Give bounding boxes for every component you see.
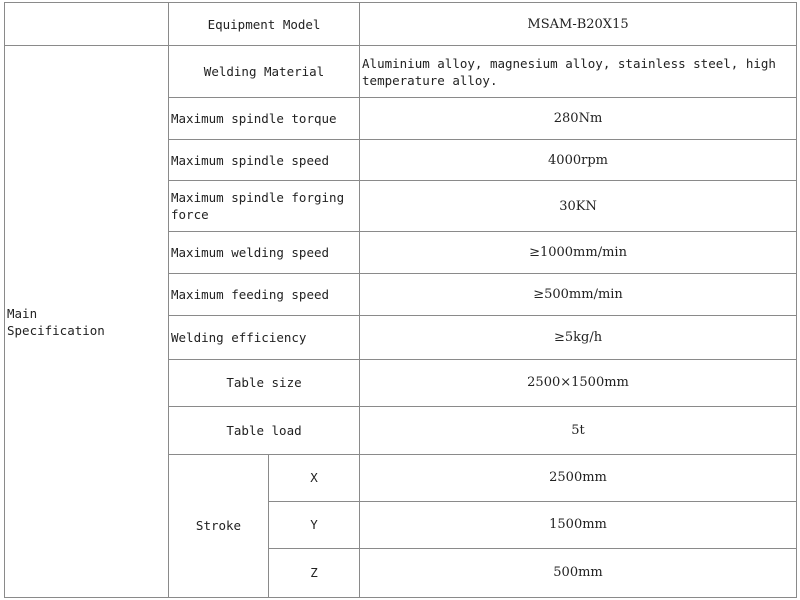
row-label: Maximum feeding speed: [169, 274, 360, 316]
row-value: 4000rpm: [360, 140, 797, 181]
stroke-axis-label: Y: [269, 501, 360, 548]
row-label: Welding efficiency: [169, 316, 360, 359]
main-specification-label: Main Specification: [5, 46, 169, 598]
table-row-header: [5, 3, 797, 46]
row-label: Maximum welding speed: [169, 232, 360, 274]
header-blank-cell: [5, 3, 169, 46]
row-label: Maximum spindle torque: [169, 98, 360, 140]
row-label: Table size: [169, 359, 360, 406]
row-value: 30KN: [360, 181, 797, 232]
row-value: 2500×1500mm: [360, 359, 797, 406]
row-label: Welding Material: [169, 46, 360, 98]
stroke-label: Stroke: [169, 454, 269, 597]
equipment-model-value: MSAM-B20X15: [360, 3, 797, 46]
stroke-axis-label: X: [269, 454, 360, 501]
stroke-axis-value: 2500mm: [360, 454, 797, 501]
stroke-axis-value: 500mm: [360, 548, 797, 597]
table-row: [5, 46, 797, 98]
row-value: ≥5kg/h: [360, 316, 797, 359]
row-value: Aluminium alloy, magnesium alloy, stainless steel, high temperature alloy.: [360, 46, 797, 98]
equipment-model-label: Equipment Model: [169, 3, 360, 46]
specification-table: [4, 2, 797, 598]
row-value: ≥1000mm/min: [360, 232, 797, 274]
stroke-axis-label: Z: [269, 548, 360, 597]
row-value: 280Nm: [360, 98, 797, 140]
row-label: Maximum spindle speed: [169, 140, 360, 181]
row-value: ≥500mm/min: [360, 274, 797, 316]
row-value: 5t: [360, 406, 797, 454]
row-label: Maximum spindle forging force: [169, 181, 360, 232]
row-label: Table load: [169, 406, 360, 454]
stroke-axis-value: 1500mm: [360, 501, 797, 548]
